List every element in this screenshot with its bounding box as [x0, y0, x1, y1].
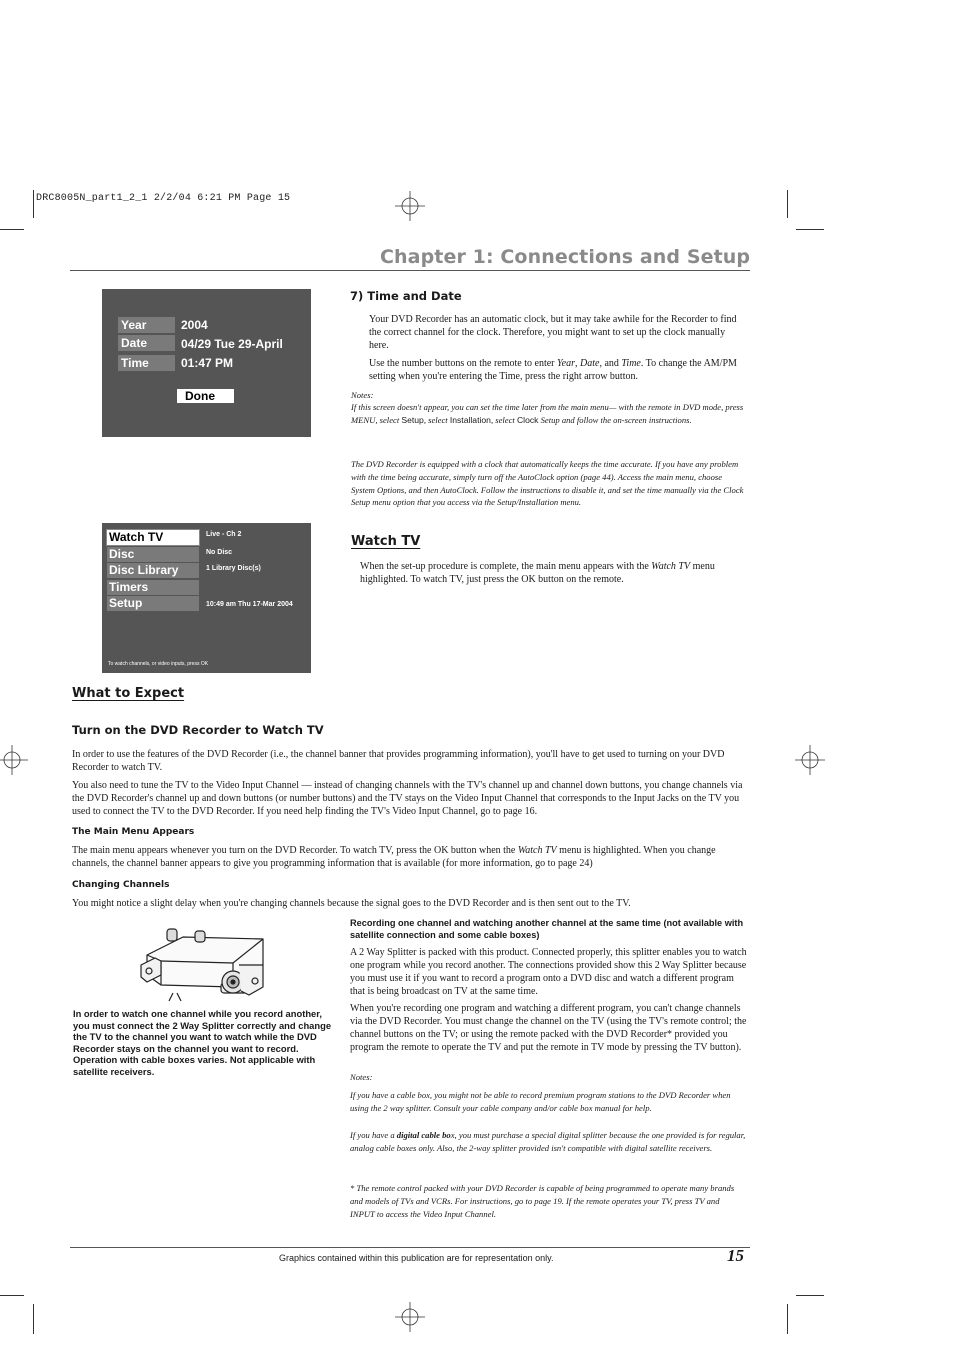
menu-info-clock: 10:49 am Thu 17-Mar 2004 [206, 601, 293, 608]
year-value: 2004 [181, 318, 208, 332]
recording-heading: Recording one channel and watching another channel at the same time (not available with satellite connection and some cable boxes) [350, 918, 744, 940]
recording-note-2: If you have a digital cable box, you must purchase a special digital splitter because the one provided is for regular, analog cable boxes only. Also, the 2-way splitter provided isn't compatible with digital satellite receivers. [350, 1130, 746, 1153]
menu-info-disc: No Disc [206, 549, 233, 556]
menu-item-disc: Disc [107, 547, 199, 562]
footer-rule [70, 1247, 750, 1248]
crop-mark [787, 190, 788, 218]
main-menu-screen [102, 523, 311, 673]
date-label: Date [118, 335, 175, 351]
header-rule [70, 270, 750, 271]
two-way-splitter-icon [137, 925, 273, 1005]
notes-label: Notes: [351, 390, 374, 400]
watch-tv-heading: Watch TV [351, 534, 421, 549]
changing-channels-heading: Changing Channels [72, 880, 170, 890]
footer-disclaimer: Graphics contained within this publication are for representation only. [279, 1253, 554, 1263]
time-date-heading: 7) Time and Date [350, 289, 462, 303]
crop-mark [33, 1304, 34, 1334]
expect-paragraph-2: You also need to tune the TV to the Video Input Channel — instead of changing channels with the TV's channel up and channel down buttons, you change channels via the DVD Recorder's channel up and down buttons (or number buttons) and the TV stays on the Video Input Channel that corresponds to the Input Jacks on the TV you used to connect the TV to the DVD Recorder. If you need help finding the TV's Video Input Channel, go to page 16. [72, 780, 743, 817]
registration-mark-icon [395, 1302, 425, 1332]
menu-info-library: 1 Library Disc(s) [206, 565, 261, 572]
print-slug: DRC8005N_part1_2_1 2/2/04 6:21 PM Page 15 [36, 193, 291, 204]
menu-item-setup: Setup [107, 596, 199, 611]
expect-paragraph-1: In order to use the features of the DVD Recorder (i.e., the channel banner that provides programming information), you'll have to get used to turning on your DVD Recorder to watch TV. [72, 749, 725, 773]
recording-note-3: * The remote control packed with your DVD Recorder is capable of being programmed to operate many brands and models of TVs and VCRs. For instructions, go to page 19. If the remote operates your TV, press TV and INPUT to access the Video Input Channel. [350, 1183, 735, 1219]
time-date-paragraph-1: Your DVD Recorder has an automatic clock, but it may take awhile for the Recorder to find the correct channel for the clock. Therefore, you might want to set up the clock manually here. [369, 314, 737, 351]
registration-mark-icon [0, 745, 30, 775]
main-menu-appears-heading: The Main Menu Appears [72, 827, 195, 837]
time-date-note-1: If this screen doesn't appear, you can set the time later from the main menu— with the remote in DVD mode, press MENU, select Setup, select Installation, select Clock Setup and follow the on-screen instructions. [351, 402, 744, 425]
time-date-screen [102, 289, 311, 437]
crop-mark [796, 1295, 824, 1296]
year-label: Year [118, 317, 175, 333]
menu-hint: To watch channels, or video inputs, press OK [108, 661, 209, 667]
done-button: Done [177, 389, 234, 403]
date-value: 04/29 Tue 29-April [181, 337, 283, 351]
recording-paragraph-2: When you're recording one program and watching a different program, you can't change channels via the DVD Recorder. You must change the channel on the TV (using the TV's remote control; the channel buttons on the TV; or using the remote packed with the DVD Recorder* provided you program the remote to operate the TV and put the remote in TV mode by pressing the TV button). [350, 1003, 747, 1053]
page-number: 15 [727, 1246, 744, 1265]
crop-mark [796, 229, 824, 230]
menu-item-disc-library: Disc Library [107, 563, 199, 578]
time-date-note-2: The DVD Recorder is equipped with a clock that automatically keeps the time accurate. If you have any problem with the time being accurate, simply turn off the AutoClock option (page 44). Access the main menu, choose System Options, and then AutoClock. Follow the instructions to disable it, and set the time manually via the Clock Setup menu option that you access via the Setup/Installation menu. [351, 459, 744, 508]
turn-on-heading: Turn on the DVD Recorder to Watch TV [72, 723, 324, 737]
splitter-caption: In order to watch one channel while you record another, you must connect the 2 Way Splitter correctly and change the TV to the channel you want to watch while the DVD Recorder stays on the channel you want to record. Operation with cable boxes varies. Not applicable with satellite receivers. [73, 1008, 332, 1077]
chapter-title: Chapter 1: Connections and Setup [380, 246, 751, 268]
menu-item-watch-tv: Watch TV [107, 530, 199, 545]
expect-paragraph-3: The main menu appears whenever you turn on the DVD Recorder. To watch TV, press the OK button when the Watch TV menu is highlighted. When you change channels, the channel banner appears to give you programming information that is available (for more information, go to page 24) [72, 845, 716, 869]
registration-mark-icon [795, 745, 825, 775]
what-to-expect-heading: What to Expect [72, 686, 185, 701]
registration-mark-icon [395, 191, 425, 221]
crop-mark [33, 190, 34, 218]
expect-paragraph-4: You might notice a slight delay when you're changing channels because the signal goes to the DVD Recorder and is then sent out to the TV. [72, 898, 631, 909]
time-value: 01:47 PM [181, 356, 234, 370]
watch-tv-paragraph: When the set-up procedure is complete, the main menu appears with the Watch TV menu highlighted. To watch TV, just press the OK button on the remote. [360, 561, 715, 585]
crop-mark [787, 1304, 788, 1334]
crop-mark [0, 1295, 24, 1296]
time-date-paragraph-2: Use the number buttons on the remote to enter Year, Date, and Time. To change the AM/PM setting when you're entering the Time, press the right arrow button. [369, 358, 737, 382]
recording-paragraph-1: A 2 Way Splitter is packed with this product. Connected properly, this splitter enables you to watch one program while you record another. The connections provided show this 2 Way Splitter because you must use it if you want to record a program onto a DVD disc and watch a different program that is being broadcast on TV at the same time. [350, 947, 747, 997]
menu-item-timers: Timers [107, 580, 199, 595]
crop-mark [0, 229, 24, 230]
recording-note-1: If you have a cable box, you might not be able to record premium program stations to the DVD Recorder when using the 2 way splitter. Consult your cable company and/or cable box manual for help. [350, 1090, 731, 1113]
menu-info-channel: Live - Ch 2 [206, 531, 242, 538]
time-label: Time [118, 355, 175, 371]
recording-notes-label: Notes: [350, 1072, 373, 1082]
